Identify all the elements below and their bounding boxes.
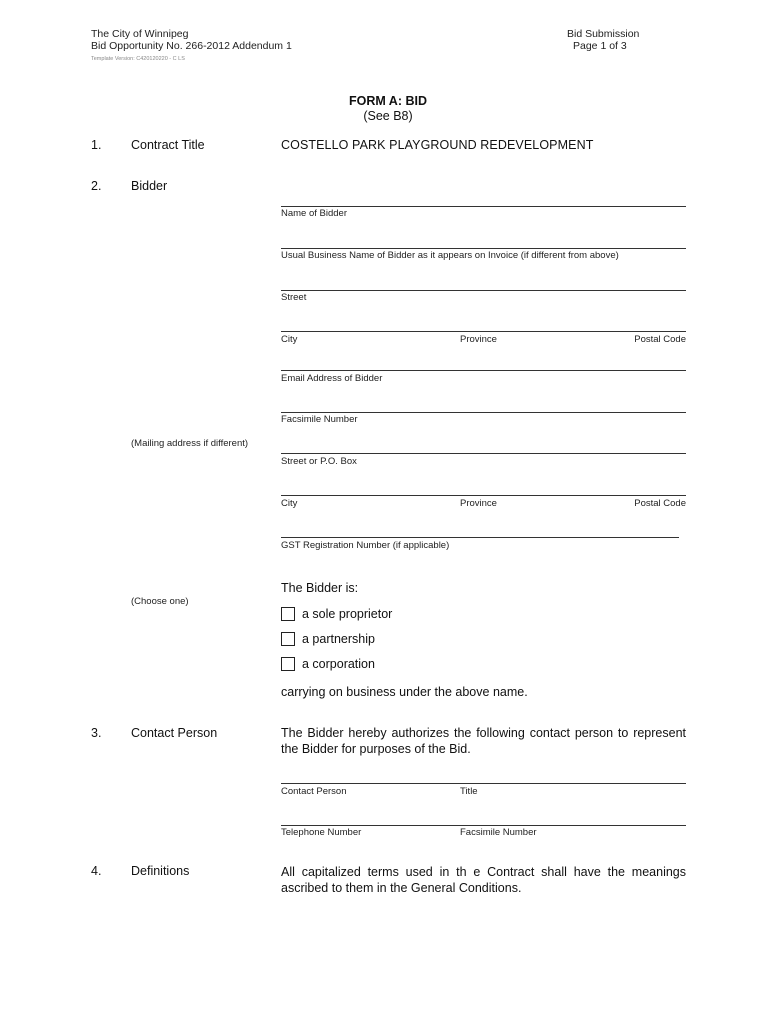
mailing-address-note: (Mailing address if different): [131, 438, 249, 449]
sole-proprietor-label: a sole proprietor: [302, 607, 393, 621]
corporation-label: a corporation: [302, 657, 375, 671]
gst-line[interactable]: [281, 537, 679, 538]
section-4-label: Definitions: [131, 864, 190, 878]
city-caption: City: [281, 334, 298, 345]
definitions-text: [281, 864, 686, 896]
partnership-checkbox[interactable]: [281, 632, 295, 646]
street-caption: Street: [281, 292, 307, 303]
contact-authorization-text: [281, 725, 686, 757]
phone-fax-line[interactable]: [281, 825, 686, 826]
bidder-is-heading: The Bidder is:: [281, 581, 359, 595]
header-city: The City of Winnipeg: [91, 28, 189, 40]
street-line[interactable]: [281, 290, 686, 291]
mailing-city-caption: City: [281, 498, 298, 509]
contact-person-caption: Contact Person: [281, 786, 347, 797]
contact-fax-caption: Facsimile Number: [460, 827, 537, 838]
postal-code-caption: Postal Code: [634, 334, 686, 345]
business-name-line[interactable]: [281, 248, 686, 249]
contact-person-title-line[interactable]: [281, 783, 686, 784]
header-page-number: Page 1 of 3: [573, 40, 627, 52]
fax-caption: Facsimile Number: [281, 414, 358, 425]
header-bid-opportunity: Bid Opportunity No. 266-2012 Addendum 1: [91, 40, 292, 52]
business-name-caption: Usual Business Name of Bidder as it appears on Invoice (if different from above): [281, 250, 619, 261]
corporation-checkbox[interactable]: [281, 657, 295, 671]
sole-proprietor-checkbox[interactable]: [281, 607, 295, 621]
definitions-line-1: All capitalized terms used in th e Contract shall have the meanings: [281, 865, 686, 879]
form-subtitle: (See B8): [363, 109, 413, 123]
section-4-number: 4.: [91, 864, 102, 878]
province-caption: Province: [460, 334, 497, 345]
street-po-line[interactable]: [281, 453, 686, 454]
section-1-label: Contract Title: [131, 138, 205, 152]
city-province-postal-line[interactable]: [281, 331, 686, 332]
section-3-label: Contact Person: [131, 726, 218, 740]
email-caption: Email Address of Bidder: [281, 373, 383, 384]
contact-title-caption: Title: [460, 786, 478, 797]
contract-title-value: COSTELLO PARK PLAYGROUND REDEVELOPMENT: [281, 138, 594, 152]
fax-line[interactable]: [281, 412, 686, 413]
email-line[interactable]: [281, 370, 686, 371]
gst-caption: GST Registration Number (if applicable): [281, 540, 450, 551]
carrying-on-business-text: carrying on business under the above name.: [281, 685, 528, 699]
telephone-caption: Telephone Number: [281, 827, 362, 838]
name-of-bidder-caption: Name of Bidder: [281, 208, 348, 219]
definitions-line-2: ascribed to them in the General Conditions.: [281, 881, 522, 895]
section-1-number: 1.: [91, 138, 102, 152]
choose-one-note: (Choose one): [131, 596, 189, 607]
section-3-number: 3.: [91, 726, 102, 740]
contact-authorization-line-1: The Bidder hereby authorizes the following contact person to represent: [281, 726, 686, 740]
section-2-label: Bidder: [131, 179, 168, 193]
mailing-city-province-postal-line[interactable]: [281, 495, 686, 496]
form-title: FORM A: BID: [349, 94, 427, 108]
name-of-bidder-line[interactable]: [281, 206, 686, 207]
header-template-version: Template Version: C420120220 - C LS: [91, 56, 185, 62]
partnership-label: a partnership: [302, 632, 375, 646]
mailing-postal-code-caption: Postal Code: [634, 498, 686, 509]
street-po-caption: Street or P.O. Box: [281, 456, 357, 467]
header-bid-submission: Bid Submission: [567, 28, 640, 40]
contact-authorization-line-2: the Bidder for purposes of the Bid.: [281, 742, 471, 756]
mailing-province-caption: Province: [460, 498, 497, 509]
section-2-number: 2.: [91, 179, 102, 193]
